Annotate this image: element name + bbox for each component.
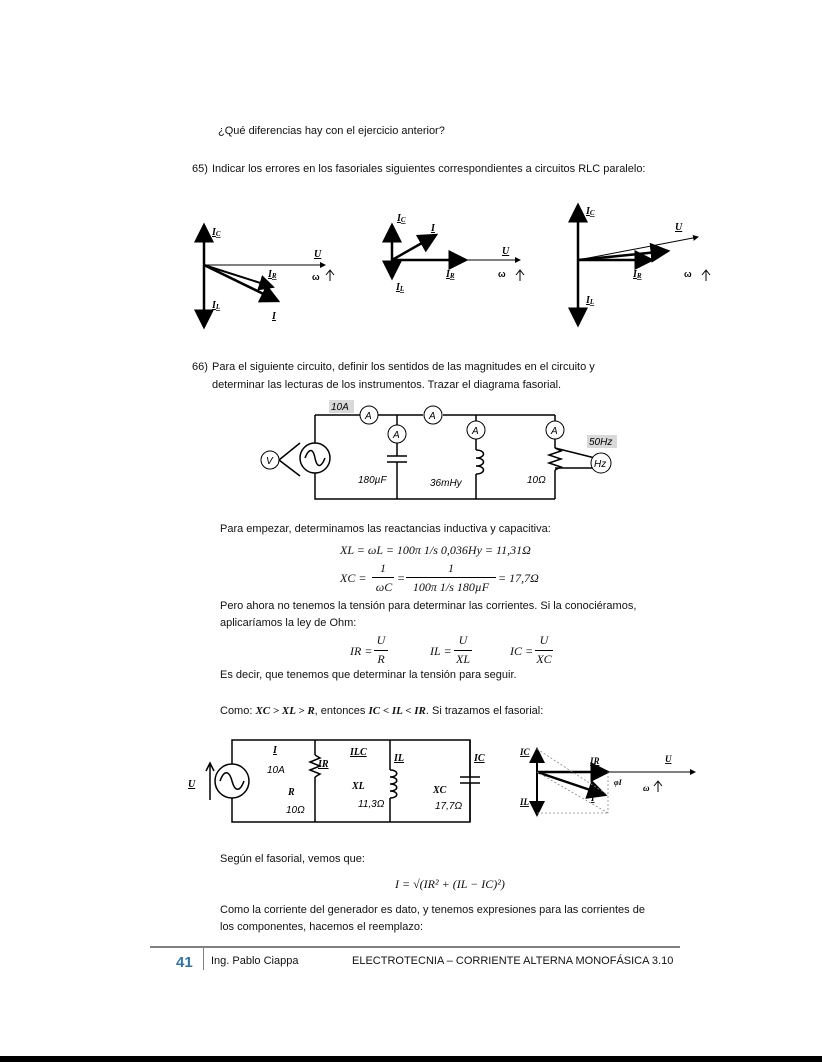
paragraph-voltage-line1: Pero ahora no tenemos la tensión para determinar las corrientes. Si la conociéramos, [220,600,637,612]
inductor-value: 36mHy [430,478,462,489]
footer-title: ELECTROTECNIA – CORRIENTE ALTERNA MONOFÁSICA 3.10 [352,955,674,967]
d2-label-u: U [502,246,510,257]
d3-label-i: I [655,245,659,256]
phasor-diagram-3 [578,205,710,325]
c2-phi: φI [614,778,622,787]
c2-phasor-il: IL [520,797,529,807]
paragraph-replace-line2: los componentes, hacemos el reemplazo: [220,921,423,933]
exercise-65-text: Indicar los errores en los fasoriales siguientes correspondientes a circuitos RLC paralelo: [212,163,646,175]
current-label: 10A [331,402,349,413]
paragraph-phasor-result: Según el fasorial, vemos que: [220,853,365,865]
c2-label-xl: XL [352,781,365,792]
resistor-value: 10Ω [527,475,546,486]
paragraph-voltage-line2: aplicaríamos la ley de Ohm: [220,617,357,629]
c2-label-u: U [188,779,196,790]
footer-author: Ing. Pablo Ciappa [211,955,299,967]
d3-label-ic: IC [586,206,595,217]
paragraph-reactances: Para empezar, determinamos las reactancias inductiva y capacitiva: [220,523,551,535]
equation-xc-frac2-num: 1 [448,561,454,575]
d3-label-il: IL [586,295,595,306]
svg-text:A: A [429,411,436,422]
page-number: 41 [176,954,193,971]
exercise-65-number: 65) [192,163,208,175]
equation-xc-frac1-num: 1 [380,561,386,575]
bottom-border [0,1056,822,1062]
c2-label-ir: IR [318,759,329,770]
d3-label-ir: IR [633,269,642,280]
exercise-66-number: 66) [192,361,208,373]
exercise-66-line1: Para el siguiente circuito, definir los sentidos de las magnitudes en el circuito y [212,361,595,373]
footer-separator [203,948,204,970]
capacitor-value: 180µF [358,475,387,486]
d2-label-ic: IC [397,213,406,224]
svg-text:Hz: Hz [594,459,607,470]
d2-label-i: I [431,223,435,234]
ammeter-main-label: A [365,411,372,422]
equation-xc-frac1-den: ωC [375,580,393,594]
d2-omega: ω [498,269,506,279]
svg-text:A: A [472,426,479,437]
c2-phasor-i: I [591,793,595,803]
fraction-bar-1 [372,577,394,578]
c2-label-xc: XC [433,785,447,796]
frequency-label: 50Hz [589,437,613,448]
svg-text:A: A [551,426,558,437]
d2-label-il: IL [396,282,405,293]
c2-label-r: R [288,787,295,798]
c2-label-ilc: ILC [350,747,367,758]
paragraph-comparison: Como: XC > XL > R, entonces IC < IL < IR. Si trazamos el fasorial: [220,705,544,717]
d2-rotation-arrow [516,270,524,281]
paragraph-determine-voltage: Es decir, que tenemos que determinar la tensión para seguir. [220,669,517,681]
c2-label-il: IL [394,753,404,764]
ohm-ic-lhs: IC = [510,644,534,658]
phasor-diagram-2 [392,213,524,293]
circuit-diagram-2 [180,735,700,830]
phasor-diagram-1 [204,225,334,327]
d1-label-il: IL [212,300,221,311]
svg-text:V: V [266,456,273,467]
phasor-diagram-solution [519,747,695,815]
d1-rotation-arrow [326,270,334,281]
ohm-il-lhs: IL = [430,644,452,658]
c2-phasor-u: U [665,754,672,764]
equation-xc-rhs: = 17,7Ω [498,571,539,585]
d1-omega: ω [312,272,320,282]
d1-label-ir: IR [268,269,277,280]
c2-current: 10A [267,765,285,776]
circuit-diagram-1 [255,398,625,506]
c2-phasor-ir: IR [590,756,600,766]
d1-label-i: I [272,311,276,322]
d1-label-ic: IC [212,227,221,238]
ohm-ir-lhs: IR = [350,644,373,658]
d3-omega: ω [684,269,692,279]
c2-xl-value: 11,3Ω [358,799,385,810]
equation-xc-lhs: XC = [340,571,367,585]
c2-label-i: I [273,745,277,756]
fraction-bar-2 [406,577,496,578]
d2-label-ir: IR [446,269,455,280]
phasor-diagrams-ex65 [190,195,720,335]
equation-xl: XL = ωL = 100π 1/s 0,036Hy = 11,31Ω [340,543,531,557]
exercise-66-line2: determinar las lecturas de los instrumentos. Trazar el diagrama fasorial. [212,379,562,391]
footer-rule [150,946,680,948]
d3-label-u: U [675,222,683,233]
equation-current: I = √(IR² + (IL − IC)²) [395,877,505,891]
svg-text:A: A [393,430,400,441]
c2-phasor-ic: IC [520,747,530,757]
equation-xc-frac2-den: 100π 1/s 180µF [412,580,490,594]
c2-xc-value: 17,7Ω [435,801,463,812]
c2-r-value: 10Ω [286,805,305,816]
question-previous: ¿Qué diferencias hay con el ejercicio anterior? [218,125,445,137]
d3-rotation-arrow [702,270,710,281]
paragraph-replace-line1: Como la corriente del generador es dato, y tenemos expresiones para las corrientes de [220,904,645,916]
d1-label-u: U [314,249,322,260]
c2-label-ic: IC [474,753,485,764]
c2-omega: ω [643,783,650,793]
